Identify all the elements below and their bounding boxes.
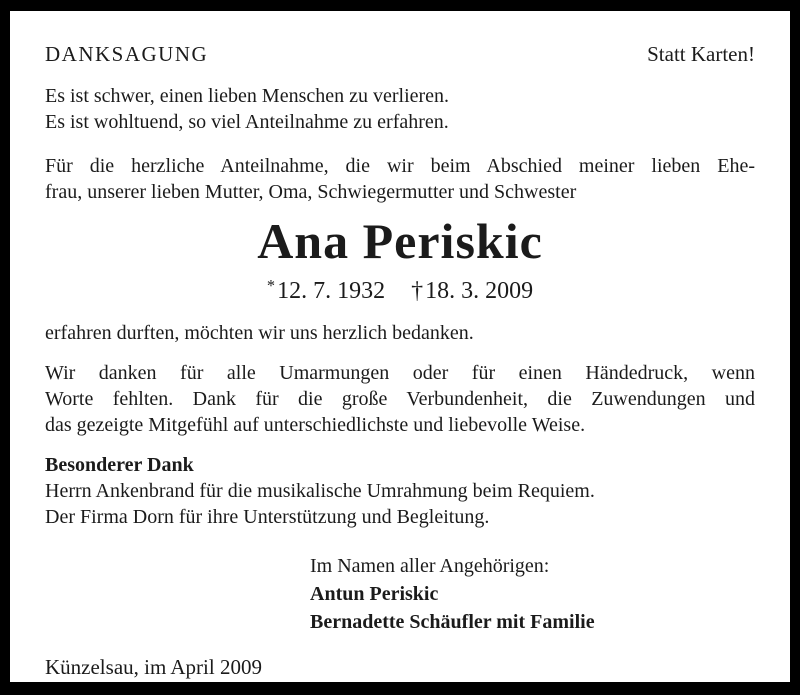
death-date-group <box>411 278 533 304</box>
cross-symbol: † <box>411 278 426 304</box>
condolence-paragraph <box>45 153 755 205</box>
special-thanks-line: Herrn Ankenbrand für die musikalische Umrahmung beim Requiem. <box>45 480 595 502</box>
gratitude-line: Wir danken für alle Umarmungen oder für einen Händedruck, wenn <box>45 362 755 384</box>
birth-date-group <box>267 278 385 304</box>
statt-karten-note: Statt Karten! <box>647 42 755 66</box>
intro-line: Es ist wohltuend, so viel Anteilnahme zu erfahren. <box>45 111 449 133</box>
birth-date: 12. 7. 1932 <box>277 278 386 304</box>
special-thanks-heading: Besonderer Dank <box>45 454 194 476</box>
gratitude-line: das gezeigte Mitgefühl auf unterschiedlichste und liebevolle Weise. <box>45 414 586 436</box>
signature-intro: Im Namen aller Angehörigen: <box>310 555 550 577</box>
condolence-line: Für die herzliche Anteilnahme, die wir beim Abschied meiner lieben Ehe- <box>45 155 755 177</box>
signatory-name: Antun Periskic <box>310 583 439 605</box>
obituary-notice-page <box>10 11 790 682</box>
notice-type-label: DANKSAGUNG <box>45 42 209 66</box>
condolence-line: frau, unserer lieben Mutter, Oma, Schwiegermutter und Schwester <box>45 181 577 203</box>
death-date: 18. 3. 2009 <box>425 278 534 304</box>
place-and-date: Künzelsau, im April 2009 <box>45 655 262 679</box>
intro-paragraph <box>45 83 755 135</box>
intro-line: Es ist schwer, einen lieben Menschen zu verlieren. <box>45 85 450 107</box>
born-symbol: * <box>266 276 278 295</box>
deceased-name: Ana Periskic <box>257 213 543 269</box>
signatory-name: Bernadette Schäufler mit Familie <box>310 611 595 633</box>
gratitude-line: Worte fehlten. Dank für die große Verbundenheit, die Zuwendungen und <box>45 388 755 410</box>
signature-block <box>310 552 755 636</box>
notice-header <box>45 41 755 67</box>
life-dates <box>45 271 755 306</box>
continuation-line: erfahren durften, möchten wir uns herzlich bedanken. <box>45 322 474 344</box>
special-thanks-line: Der Firma Dorn für ihre Unterstützung und Begleitung. <box>45 506 490 528</box>
gratitude-paragraph <box>45 360 755 438</box>
